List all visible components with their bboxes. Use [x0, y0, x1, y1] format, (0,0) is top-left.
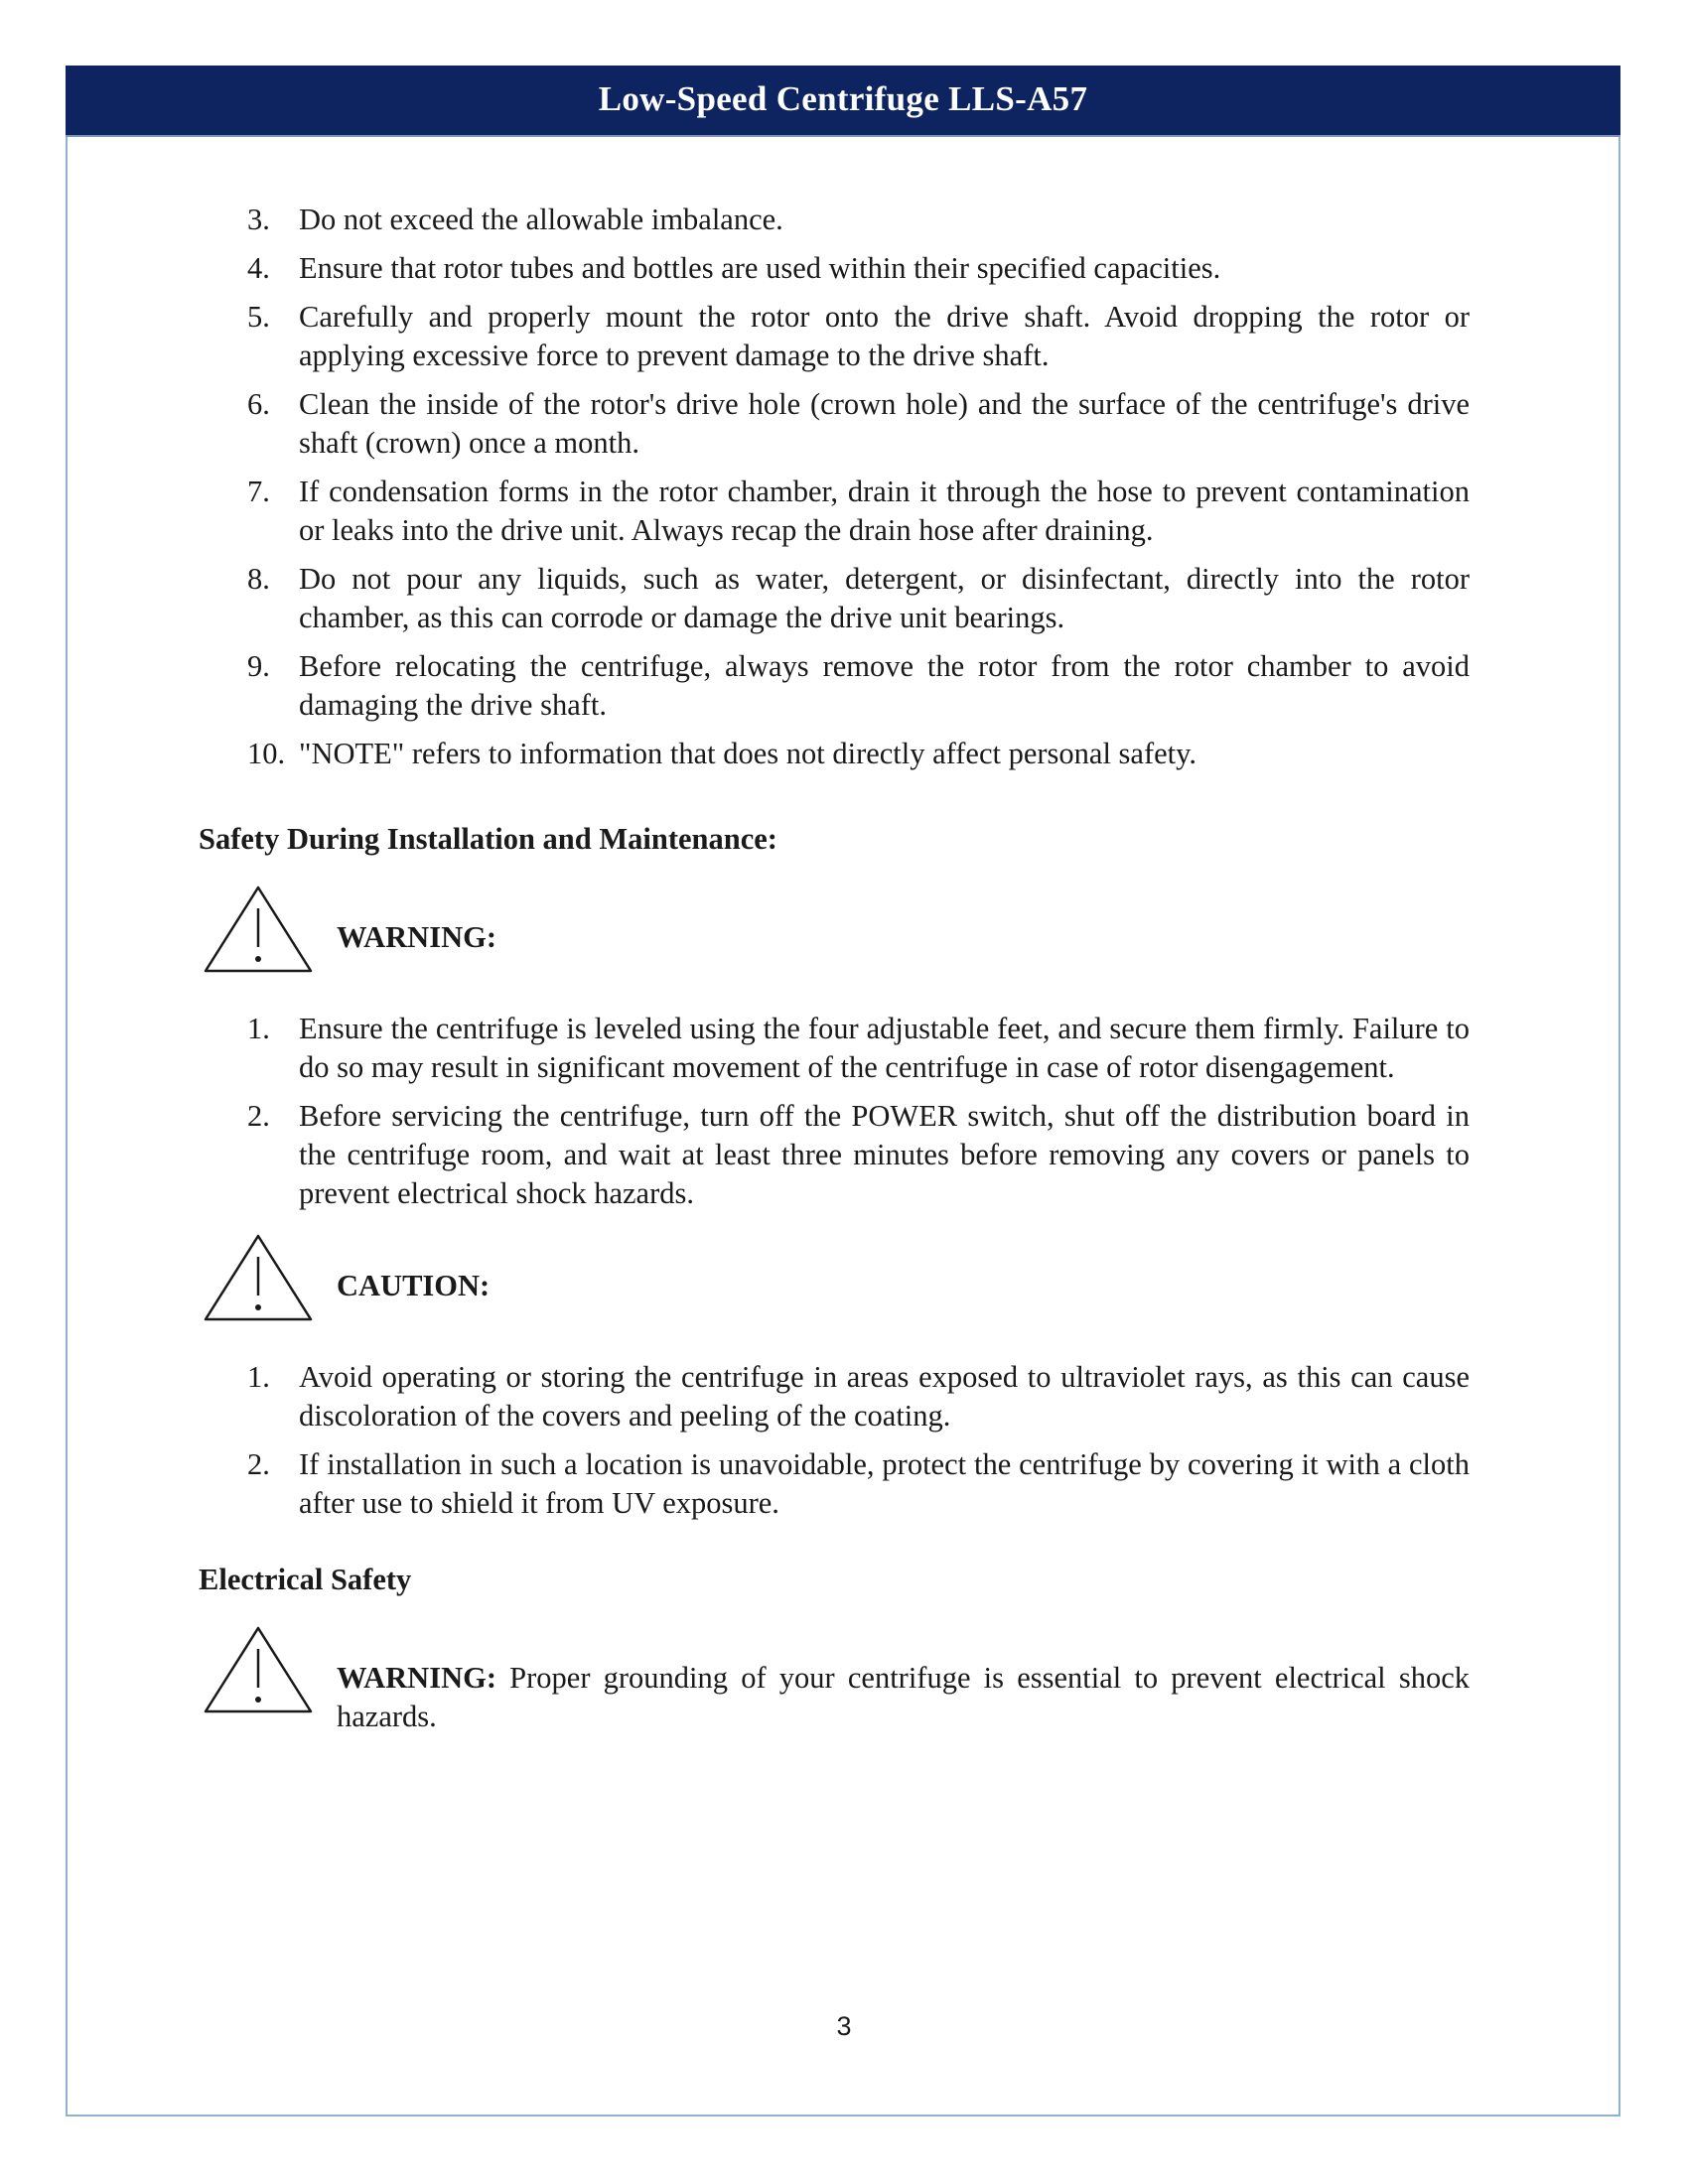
page-header — [66, 66, 1620, 137]
list-item: 2. Before servicing the centrifuge, turn off the POWER switch, shut off the distribution board in the centrifuge room, and wait at least three minutes before removing any covers or panels to prevent electrical shock hazards. — [247, 1099, 1470, 1210]
warning-label: WARNING: — [337, 920, 496, 954]
page-number: 3 — [836, 2011, 852, 2041]
installation-section-heading: Safety During Installation and Maintenance: — [199, 822, 777, 856]
installation-warning-list — [199, 1010, 1470, 1213]
electrical-section-heading: Electrical Safety — [199, 1563, 412, 1596]
electrical-warning-text: WARNING: Proper grounding of your centrifuge is essential to prevent electrical shock hazards. — [337, 1661, 1470, 1733]
installation-caution-list — [199, 1358, 1470, 1523]
electrical-warning-alert — [199, 1625, 1470, 1736]
list-item: 3. Do not exceed the allowable imbalance. — [247, 203, 783, 236]
installation-warning-alert — [199, 885, 1470, 976]
warning-label: WARNING: — [337, 1661, 496, 1695]
warning-triangle-icon — [203, 885, 314, 976]
document-title: Low-Speed Centrifuge LLS-A57 — [598, 79, 1088, 118]
list-item: 1. Ensure the centrifuge is leveled using the four adjustable feet, and secure them firmly. Failure to do so may result in significant movement of the centrifuge in case of rotor disengagement. — [247, 1012, 1470, 1084]
list-item: 10. "NOTE" refers to information that does not directly affect personal safety. — [247, 737, 1197, 770]
page-content — [199, 197, 1470, 1736]
warning-triangle-icon — [203, 1625, 314, 1716]
warning-triangle-icon — [203, 1233, 314, 1324]
installation-caution-alert — [199, 1233, 1470, 1324]
caution-label: CAUTION: — [337, 1269, 491, 1302]
list-item: 6. Clean the inside of the rotor's drive hole (crown hole) and the surface of the centrifuge's drive shaft (crown) once a month. — [247, 387, 1470, 460]
list-item: 1. Avoid operating or storing the centrifuge in areas exposed to ultraviolet rays, as this can cause discoloration of the covers and peeling of the coating. — [247, 1360, 1470, 1433]
list-item: 9. Before relocating the centrifuge, always remove the rotor from the rotor chamber to avoid damaging the drive shaft. — [247, 649, 1470, 722]
list-item: 7. If condensation forms in the rotor chamber, drain it through the hose to prevent contamination or leaks into the drive unit. Always recap the drain hose after draining. — [247, 475, 1470, 547]
list-item: 5. Carefully and properly mount the rotor onto the drive shaft. Avoid dropping the rotor or applying excessive force to prevent damage to the drive shaft. — [247, 300, 1470, 372]
list-item: 4. Ensure that rotor tubes and bottles are used within their specified capacities. — [247, 251, 1221, 285]
continued-safety-list — [199, 201, 1470, 773]
list-item: 2. If installation in such a location is unavoidable, protect the centrifuge by covering it with a cloth after use to shield it from UV exposure. — [247, 1447, 1470, 1520]
list-item: 8. Do not pour any liquids, such as water, detergent, or disinfectant, directly into the rotor chamber, as this can corrode or damage the drive unit bearings. — [247, 562, 1470, 634]
